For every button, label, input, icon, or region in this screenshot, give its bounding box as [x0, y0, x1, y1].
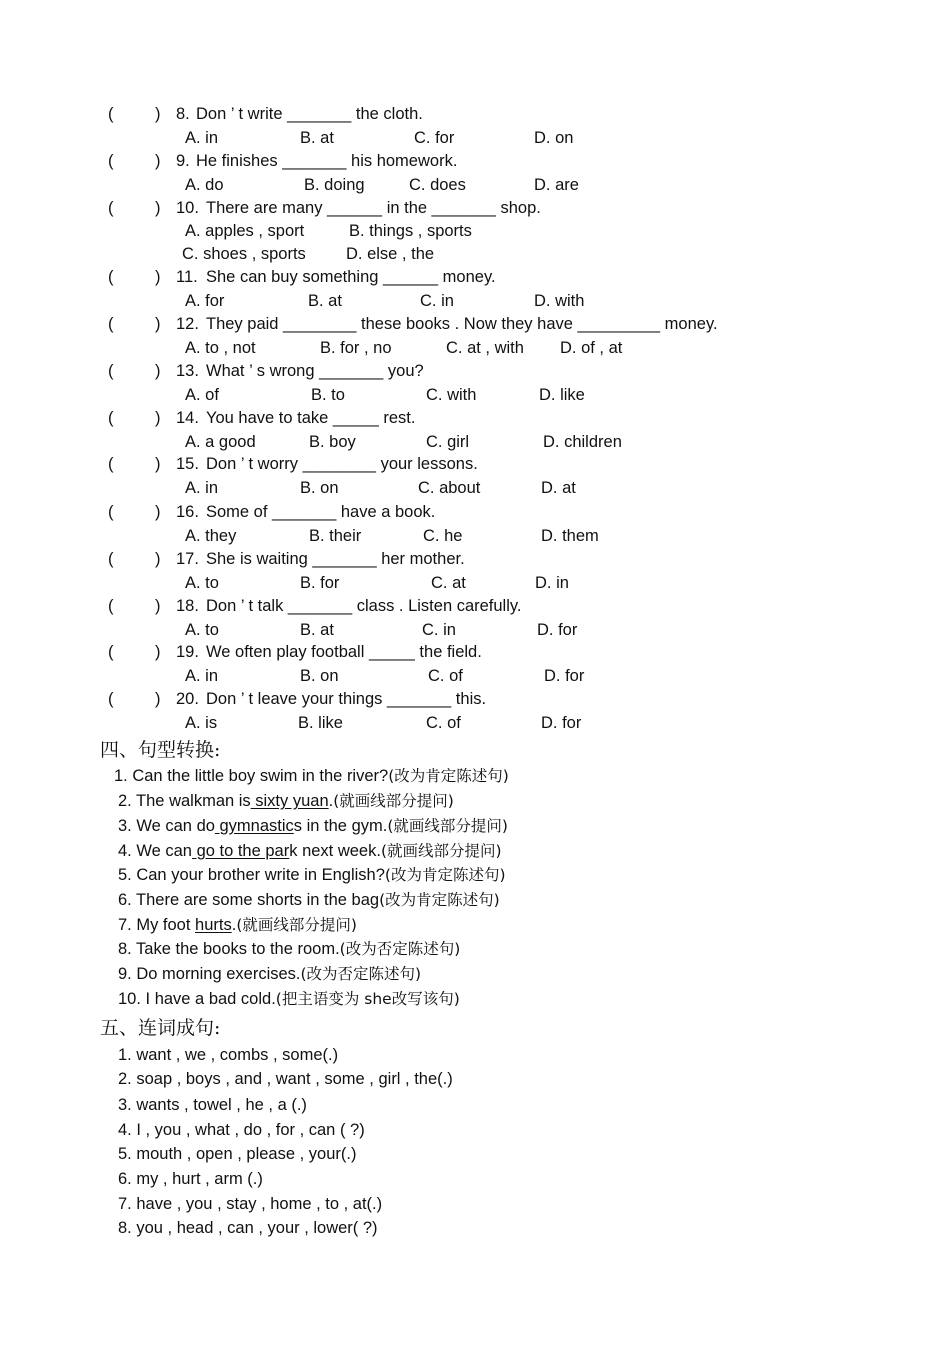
- instruction-note: (就画线部分提问): [236, 916, 357, 934]
- answer-paren-close: ): [155, 503, 161, 521]
- question-number: 15.: [176, 455, 199, 473]
- option-b: B. like: [298, 714, 343, 732]
- answer-paren-close: ): [155, 455, 161, 473]
- answer-paren-open: (: [108, 455, 114, 473]
- option-a: A. to , not: [185, 339, 256, 357]
- answer-paren-close: ): [155, 690, 161, 708]
- item-text: 7. My foot: [118, 916, 196, 934]
- option-c: C. shoes , sports: [182, 245, 306, 263]
- answer-paren-open: (: [108, 362, 114, 380]
- word-order-item: 2. soap , boys , and , want , some , girl , the(.): [118, 1070, 453, 1088]
- option-a: A. for: [185, 292, 225, 310]
- option-b: B. things , sports: [349, 222, 472, 240]
- question-number: 12.: [176, 315, 199, 333]
- option-b: B. for: [300, 574, 340, 592]
- word-order-item: 4. I , you , what , do , for , can ( ?): [118, 1121, 365, 1139]
- item-text: 5. Can your brother write in English?: [118, 866, 385, 884]
- answer-paren-open: (: [108, 152, 114, 170]
- answer-paren-open: (: [108, 105, 114, 123]
- option-d: D. children: [543, 433, 622, 451]
- underlined-part: sixty yuan: [250, 792, 329, 810]
- question-stem: Don ’ t talk _______ class . Listen carefully.: [206, 597, 522, 615]
- option-a: A. apples , sport: [185, 222, 305, 240]
- option-a: A. a good: [185, 433, 256, 451]
- question-stem: Don ’ t worry ________ your lessons.: [206, 455, 478, 473]
- option-b: B. boy: [309, 433, 356, 451]
- answer-paren-close: ): [155, 105, 161, 123]
- answer-paren-open: (: [108, 503, 114, 521]
- question-number: 20.: [176, 690, 199, 708]
- option-d: D. for: [541, 714, 582, 732]
- option-a: A. to: [185, 574, 219, 592]
- underlined-part: gymnastic: [214, 817, 294, 835]
- question-number: 10.: [176, 199, 199, 217]
- word-order-item: 8. you , head , can , your , lower( ?): [118, 1219, 378, 1237]
- question-number: 17.: [176, 550, 199, 568]
- question-stem: What ’ s wrong _______ you?: [206, 362, 424, 380]
- underlined-part: go to the par: [191, 842, 290, 860]
- answer-paren-open: (: [108, 409, 114, 427]
- answer-paren-close: ): [155, 409, 161, 427]
- answer-paren-open: (: [108, 597, 114, 615]
- underlined-part: hurts: [195, 916, 232, 934]
- answer-paren-close: ): [155, 268, 161, 286]
- item-text-end: k next week.: [289, 842, 381, 860]
- item-text: 10. I have a bad cold.: [118, 990, 276, 1008]
- option-b: B. at: [300, 129, 334, 147]
- instruction-note: (就画线部分提问): [333, 792, 454, 810]
- word-order-item: 6. my , hurt , arm (.): [118, 1170, 263, 1188]
- question-stem: She can buy something ______ money.: [206, 268, 496, 286]
- option-a: A. they: [185, 527, 237, 545]
- question-number: 9.: [176, 152, 190, 170]
- option-c: C. of: [428, 667, 463, 685]
- section-heading: 四、句型转换:: [100, 739, 221, 761]
- question-number: 16.: [176, 503, 199, 521]
- instruction-note: (就画线部分提问): [380, 842, 502, 860]
- answer-paren-open: (: [108, 643, 114, 661]
- item-text: 4. We can: [118, 842, 192, 860]
- answer-paren-close: ): [155, 597, 161, 615]
- answer-paren-close: ): [155, 199, 161, 217]
- answer-paren-close: ): [155, 362, 161, 380]
- item-text: 3. We can do: [118, 817, 215, 835]
- section-heading: 五、连词成句:: [100, 1017, 221, 1039]
- option-c: C. about: [418, 479, 481, 497]
- option-a: A. in: [185, 129, 219, 147]
- option-d: D. for: [544, 667, 585, 685]
- instruction-note: (改为否定陈述句): [300, 965, 422, 983]
- instruction-note: (改为肯定陈述句): [388, 767, 509, 785]
- option-d: D. else , the: [346, 245, 435, 263]
- option-b: B. on: [300, 667, 339, 685]
- question-number: 14.: [176, 409, 199, 427]
- item-text: 2. The walkman is: [118, 792, 251, 810]
- item-text: 6. There are some shorts in the bag: [118, 891, 380, 909]
- item-text: 1. Can the little boy swim in the river?: [114, 767, 389, 785]
- word-order-item: 7. have , you , stay , home , to , at(.): [118, 1195, 383, 1213]
- question-stem: Don ’ t leave your things _______ this.: [206, 690, 487, 708]
- option-b: B. doing: [304, 176, 365, 194]
- transform-item: [118, 865, 506, 885]
- word-order-item: 1. want , we , combs , some(.): [118, 1046, 339, 1064]
- item-text-end: s in the gym.: [293, 817, 388, 835]
- instruction-note: (改为肯定陈述句): [379, 891, 500, 909]
- word-order-item: 5. mouth , open , please , your(.): [118, 1145, 357, 1163]
- item-text-end: .: [328, 792, 334, 810]
- option-d: D. with: [534, 292, 585, 310]
- option-b: B. on: [300, 479, 339, 497]
- question-stem: He finishes _______ his homework.: [196, 152, 458, 170]
- question-stem: You have to take _____ rest.: [206, 409, 416, 427]
- instruction-note: (把主语变为 she改写该句): [275, 990, 460, 1008]
- question-stem: They paid ________ these books . Now they have _________ money.: [206, 315, 718, 333]
- instruction-note: (改为否定陈述句): [339, 940, 461, 958]
- question-number: 8.: [176, 105, 190, 123]
- answer-paren-open: (: [108, 690, 114, 708]
- option-d: D. like: [539, 386, 585, 404]
- option-d: D. on: [534, 129, 574, 147]
- transform-item: [118, 939, 460, 959]
- question-stem: Some of _______ have a book.: [206, 503, 436, 521]
- transform-item: [118, 989, 460, 1009]
- option-c: C. does: [409, 176, 466, 194]
- answer-paren-open: (: [108, 199, 114, 217]
- question-stem: Don ’ t write _______ the cloth.: [196, 105, 423, 123]
- question-stem: She is waiting _______ her mother.: [206, 550, 465, 568]
- option-d: D. them: [541, 527, 599, 545]
- question-number: 18.: [176, 597, 199, 615]
- option-a: A. do: [185, 176, 224, 194]
- option-a: A. in: [185, 667, 219, 685]
- instruction-note: (就画线部分提问): [387, 817, 508, 835]
- answer-paren-close: ): [155, 550, 161, 568]
- option-c: C. girl: [426, 433, 470, 451]
- item-text: 9. Do morning exercises.: [118, 965, 301, 983]
- item-text-end: .: [231, 916, 237, 934]
- answer-paren-open: (: [108, 550, 114, 568]
- item-text: 8. Take the books to the room.: [118, 940, 340, 958]
- option-b: B. their: [309, 527, 362, 545]
- transform-item: [114, 766, 509, 786]
- transform-item: [118, 890, 500, 910]
- answer-paren-open: (: [108, 268, 114, 286]
- option-c: C. with: [426, 386, 477, 404]
- transform-item: [118, 791, 454, 811]
- option-b: B. for , no: [320, 339, 392, 357]
- option-a: A. of: [185, 386, 219, 404]
- option-c: C. in: [422, 621, 456, 639]
- option-c: C. he: [423, 527, 463, 545]
- option-a: A. is: [185, 714, 218, 732]
- transform-item: [118, 841, 502, 861]
- question-number: 19.: [176, 643, 199, 661]
- question-number: 11.: [176, 268, 198, 286]
- option-d: D. are: [534, 176, 579, 194]
- transform-item: [118, 816, 508, 836]
- answer-paren-close: ): [155, 643, 161, 661]
- option-c: C. at , with: [446, 339, 524, 357]
- transform-item: [118, 964, 421, 984]
- transform-item: [118, 915, 357, 935]
- question-stem: We often play football _____ the field.: [206, 643, 482, 661]
- answer-paren-close: ): [155, 152, 161, 170]
- option-a: A. in: [185, 479, 219, 497]
- option-c: C. at: [431, 574, 466, 592]
- option-d: D. of , at: [560, 339, 623, 357]
- option-b: B. at: [308, 292, 342, 310]
- option-d: D. for: [537, 621, 578, 639]
- question-number: 13.: [176, 362, 199, 380]
- option-c: C. of: [426, 714, 461, 732]
- option-c: C. for: [414, 129, 455, 147]
- answer-paren-open: (: [108, 315, 114, 333]
- option-d: D. in: [535, 574, 569, 592]
- word-order-item: 3. wants , towel , he , a (.): [118, 1096, 307, 1114]
- option-d: D. at: [541, 479, 576, 497]
- option-b: B. at: [300, 621, 334, 639]
- instruction-note: (改为肯定陈述句): [384, 866, 506, 884]
- option-c: C. in: [420, 292, 454, 310]
- question-stem: There are many ______ in the _______ shop.: [206, 199, 541, 217]
- option-b: B. to: [311, 386, 345, 404]
- option-a: A. to: [185, 621, 219, 639]
- answer-paren-close: ): [155, 315, 161, 333]
